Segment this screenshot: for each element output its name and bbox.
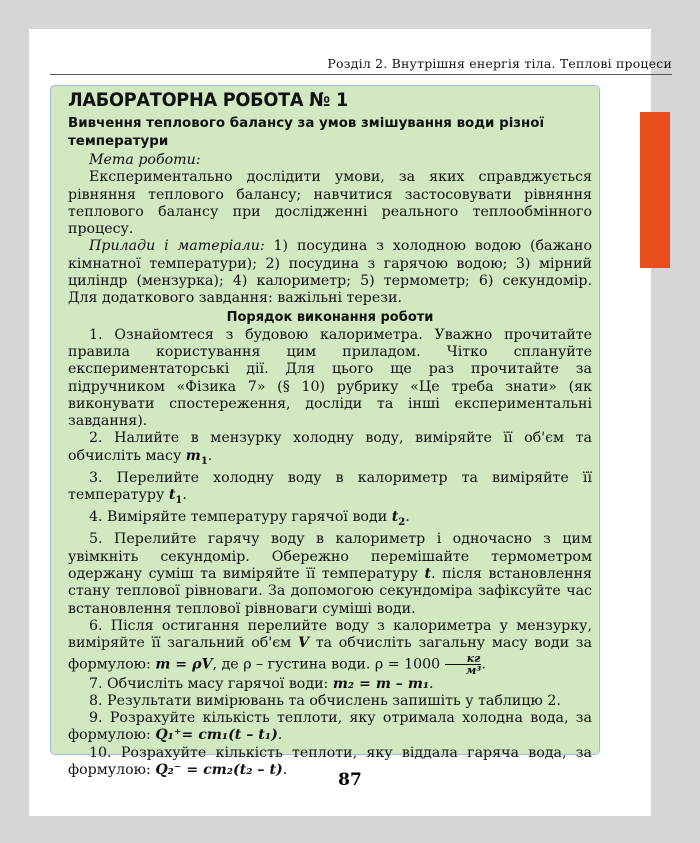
step-6-formula: m = ρV bbox=[155, 656, 213, 672]
step-7-end: . bbox=[429, 675, 434, 692]
step-9-formula: Q₁⁺= cm₁(t – t₁) bbox=[155, 727, 278, 744]
step-2-sub: 1 bbox=[200, 455, 208, 467]
chapter-tab bbox=[640, 112, 670, 268]
step-4-var: t bbox=[391, 509, 399, 526]
step-7 bbox=[68, 676, 592, 693]
step-6-var: V bbox=[297, 635, 309, 652]
step-5-var: t bbox=[424, 566, 432, 583]
step-5-text: 5. Перелийте гарячу воду в калориметр і одночасно з цим увімкніть секундомір. Обережно перемішайте термометром одержану суміш та виміряйте її температуру bbox=[68, 531, 592, 583]
step-9-end: . bbox=[277, 727, 283, 744]
step-9-text: 9. Розрахуйте кількість теплоти, яку отримала холодна вода, за формулою: bbox=[68, 710, 592, 744]
step-6-text-2: та обчисліть загальну масу води за формулою: bbox=[68, 635, 592, 672]
density-unit-denominator: м³ bbox=[465, 663, 482, 677]
step-10-text: 10. Розрахуйте кількість теплоти, яку віддала гаряча вода, за формулою: bbox=[68, 744, 592, 778]
goal-text: Експериментально дослідити умови, за яких справджується рівняння теплового балансу; навчитися застосовувати рівняння теплового балансу при дослідженні реального теплообмінного процесу. bbox=[68, 169, 592, 238]
goal-label: Мета роботи: bbox=[89, 152, 201, 168]
step-6-end: . bbox=[481, 656, 486, 672]
step-10-end: . bbox=[282, 761, 288, 778]
step-2 bbox=[68, 430, 592, 469]
step-1: 1. Ознайомтеся з будовою калориметра. Уважно прочитайте правила користування цим приладом. Чітко сплануйте експериментаторські дії. Для цього ще раз прочитайте за підручником «Фізика 7» (§ 10) рубрику «Це треба знати» (як виконувати спостереження, досліди та інші експериментальні завдання). bbox=[68, 326, 592, 430]
density-unit bbox=[445, 653, 482, 676]
step-7-formula: m₂ = m – m₁ bbox=[332, 675, 430, 692]
goal-label-line bbox=[68, 152, 592, 169]
equipment-label: Прилади і матеріали: bbox=[89, 238, 265, 255]
step-3-sub: 1 bbox=[175, 495, 183, 506]
step-4-sub: 2 bbox=[398, 517, 406, 529]
step-6 bbox=[68, 618, 592, 676]
equipment-paragraph bbox=[68, 238, 592, 307]
step-10-formula: Q₂⁻ = cm₂(t₂ – t) bbox=[155, 761, 283, 778]
step-7-text: 7. Обчисліть масу гарячої води: bbox=[89, 675, 333, 692]
step-5-text-2: . після встановлення стану теплової рівноваги. За допомогою секундоміра зафіксуйте час встановлення теплової рівноваги суміші води. bbox=[68, 566, 592, 617]
equipment-text: 1) посудина з холодною водою (бажано кімнатної температури); 2) посудина з гарячою водою; 3) мірний циліндр (мензурка); 4) калориметр; 5) термометр; 6) секундомір. Для додаткового завдання: важільні терези. bbox=[68, 238, 593, 307]
step-3 bbox=[68, 470, 592, 509]
header-rule bbox=[50, 74, 672, 75]
step-2-end: . bbox=[207, 447, 213, 464]
running-head: Розділ 2. Внутрішня енергія тіла. Теплові процеси bbox=[327, 56, 672, 71]
step-5 bbox=[68, 531, 592, 617]
step-8: 8. Результати вимірювань та обчислень запишіть у таблицю 2. bbox=[89, 692, 561, 709]
lab-title: ЛАБОРАТОРНА РОБОТА № 1 bbox=[68, 89, 349, 111]
page-number: 87 bbox=[338, 770, 362, 790]
step-3-end: . bbox=[182, 487, 187, 504]
step-4 bbox=[68, 509, 592, 531]
step-6-text: 6. Після остигання перелийте воду з калориметра у мензурку, виміряйте її загальний об'єм bbox=[68, 617, 592, 652]
step-2-text: 2. Налийте в мензурку холодну воду, виміряйте її об'єм та обчисліть масу bbox=[68, 430, 592, 464]
step-6-text-3: , де ρ – густина води. ρ = 1000 bbox=[212, 656, 445, 672]
step-4-end: . bbox=[405, 509, 410, 526]
lab-content bbox=[68, 88, 592, 779]
procedure-title: Порядок виконання роботи bbox=[226, 309, 434, 325]
lab-subtitle: Вивчення теплового балансу за умов змішування води різної температури bbox=[68, 116, 545, 149]
step-9 bbox=[68, 710, 592, 745]
step-2-var: m bbox=[185, 447, 201, 464]
density-unit-numerator: кг bbox=[445, 653, 482, 665]
step-3-var: t bbox=[168, 487, 176, 504]
step-3-text: 3. Перелийте холодну воду в калориметр та виміряйте її температуру bbox=[68, 469, 592, 504]
step-4-text: 4. Виміряйте температуру гарячої води bbox=[89, 509, 392, 526]
